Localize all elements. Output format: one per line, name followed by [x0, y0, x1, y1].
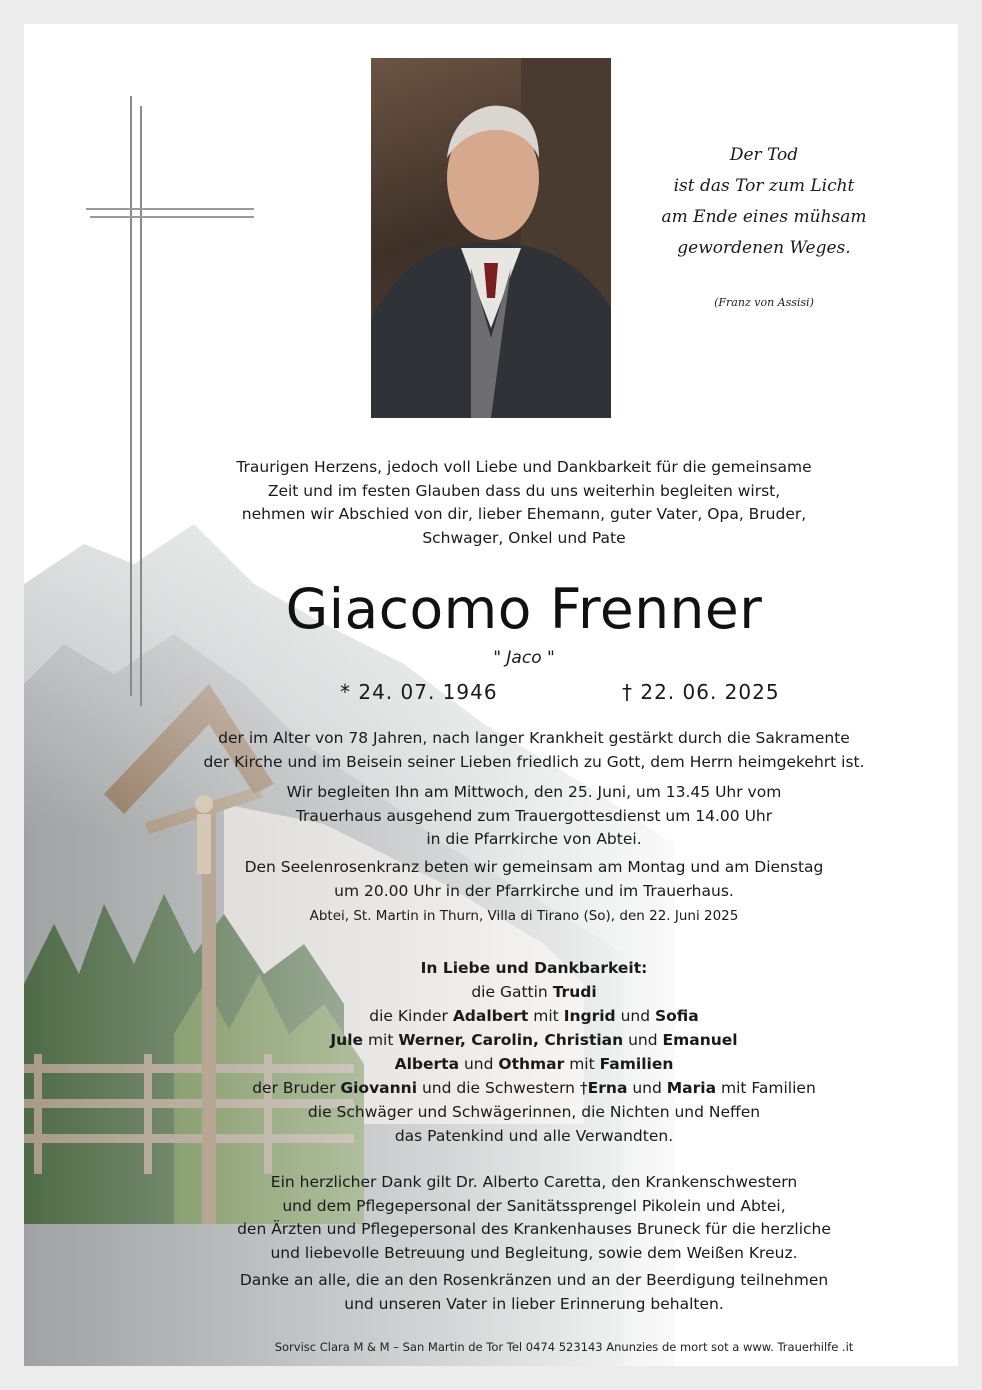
quote: [644, 140, 884, 264]
family-line: der Bruder Giovanni und die Schwestern †Erna und Maria mit Familien: [252, 1079, 816, 1097]
deceased-nickname: " Jaco ": [493, 648, 555, 668]
death-date: † 22. 06. 2025: [622, 680, 780, 704]
quote-line: Der Tod: [729, 145, 799, 165]
cross-decoration-vertical-2: [140, 106, 142, 706]
paragraph-line: Wir begleiten Ihn am Mittwoch, den 25. Juni, um 13.45 Uhr vom: [286, 783, 782, 801]
family-line: Jule mit Werner, Carolin, Christian und Emanuel: [330, 1031, 738, 1049]
paragraph-line: und dem Pflegepersonal der Sanitätssprengel Pikolein und Abtei,: [282, 1196, 786, 1215]
deceased-name: Giacomo Frenner: [285, 577, 763, 641]
birth-date: * 24. 07. 1946: [340, 680, 498, 704]
obituary-page: [24, 24, 958, 1366]
portrait-photo: [371, 58, 611, 418]
place-date: Abtei, St. Martin in Thurn, Villa di Tirano (So), den 22. Juni 2025: [309, 908, 739, 924]
paragraph-line: Ein herzlicher Dank gilt Dr. Alberto Caretta, den Krankenschwestern: [270, 1173, 798, 1191]
intro-line: Schwager, Onkel und Pate: [422, 528, 626, 547]
intro-text: [174, 456, 874, 550]
cross-decoration-horizontal: [86, 208, 254, 210]
paragraph-line: Danke an alle, die an den Rosenkränzen und an der Beerdigung teilnehmen: [239, 1271, 829, 1289]
intro-line: Traurigen Herzens, jedoch voll Liebe und Dankbarkeit für die gemeinsame: [236, 458, 812, 476]
cross-decoration-vertical: [130, 96, 132, 696]
paragraph-line: und liebevolle Betreuung und Begleitung, sowie dem Weißen Kreuz.: [270, 1243, 798, 1262]
thanks-paragraph: [144, 1171, 924, 1265]
family-list: [144, 956, 924, 1148]
paragraph-line: Den Seelenrosenkranz beten wir gemeinsam am Montag und am Dienstag: [244, 858, 824, 876]
family-line: die Schwäger und Schwägerinnen, die Nichten und Neffen: [307, 1103, 761, 1121]
paragraph-line: den Ärzten und Pflegepersonal des Krankenhauses Bruneck für die herzliche: [237, 1220, 831, 1238]
paragraph-line: und unseren Vater in lieber Erinnerung behalten.: [344, 1294, 724, 1313]
family-line: das Patenkind und alle Verwandten.: [394, 1127, 674, 1145]
family-heading: In Liebe und Dankbarkeit:: [420, 959, 648, 977]
family-line: die Gattin Trudi: [471, 983, 597, 1001]
intro-line: Zeit und im festen Glauben dass du uns weiterhin begleiten wirst,: [267, 481, 781, 500]
family-line: Alberta und Othmar mit Familien: [394, 1055, 674, 1073]
gratitude-paragraph: [144, 1269, 924, 1316]
intro-line: nehmen wir Abschied von dir, lieber Ehemann, guter Vater, Opa, Bruder,: [241, 505, 807, 523]
footer-imprint: Sorvisc Clara M & M – San Martin de Tor Tel 0474 523143 Anunzies de mort sot a www. Trauerhilfe .it: [274, 1340, 854, 1354]
funeral-paragraph: [144, 781, 924, 852]
cross-decoration-horizontal-2: [90, 216, 254, 218]
paragraph-line: der Kirche und im Beisein seiner Lieben friedlich zu Gott, dem Herrn heimgekehrt ist.: [203, 752, 865, 771]
passing-paragraph: [144, 727, 924, 774]
paragraph-line: der im Alter von 78 Jahren, nach langer Krankheit gestärkt durch die Sakramente: [218, 729, 850, 747]
rosary-paragraph: [144, 856, 924, 903]
paragraph-line: um 20.00 Uhr in der Pfarrkirche und im Trauerhaus.: [334, 881, 734, 900]
quote-source: (Franz von Assisi): [714, 296, 814, 309]
quote-line: ist das Tor zum Licht: [673, 176, 855, 196]
family-line: die Kinder Adalbert mit Ingrid und Sofia: [369, 1007, 699, 1025]
paragraph-line: Trauerhaus ausgehend zum Trauergottesdienst um 14.00 Uhr: [295, 806, 773, 825]
quote-line: gewordenen Weges.: [677, 238, 851, 258]
quote-line: am Ende eines mühsam: [661, 207, 867, 227]
paragraph-line: in die Pfarrkirche von Abtei.: [426, 830, 642, 848]
